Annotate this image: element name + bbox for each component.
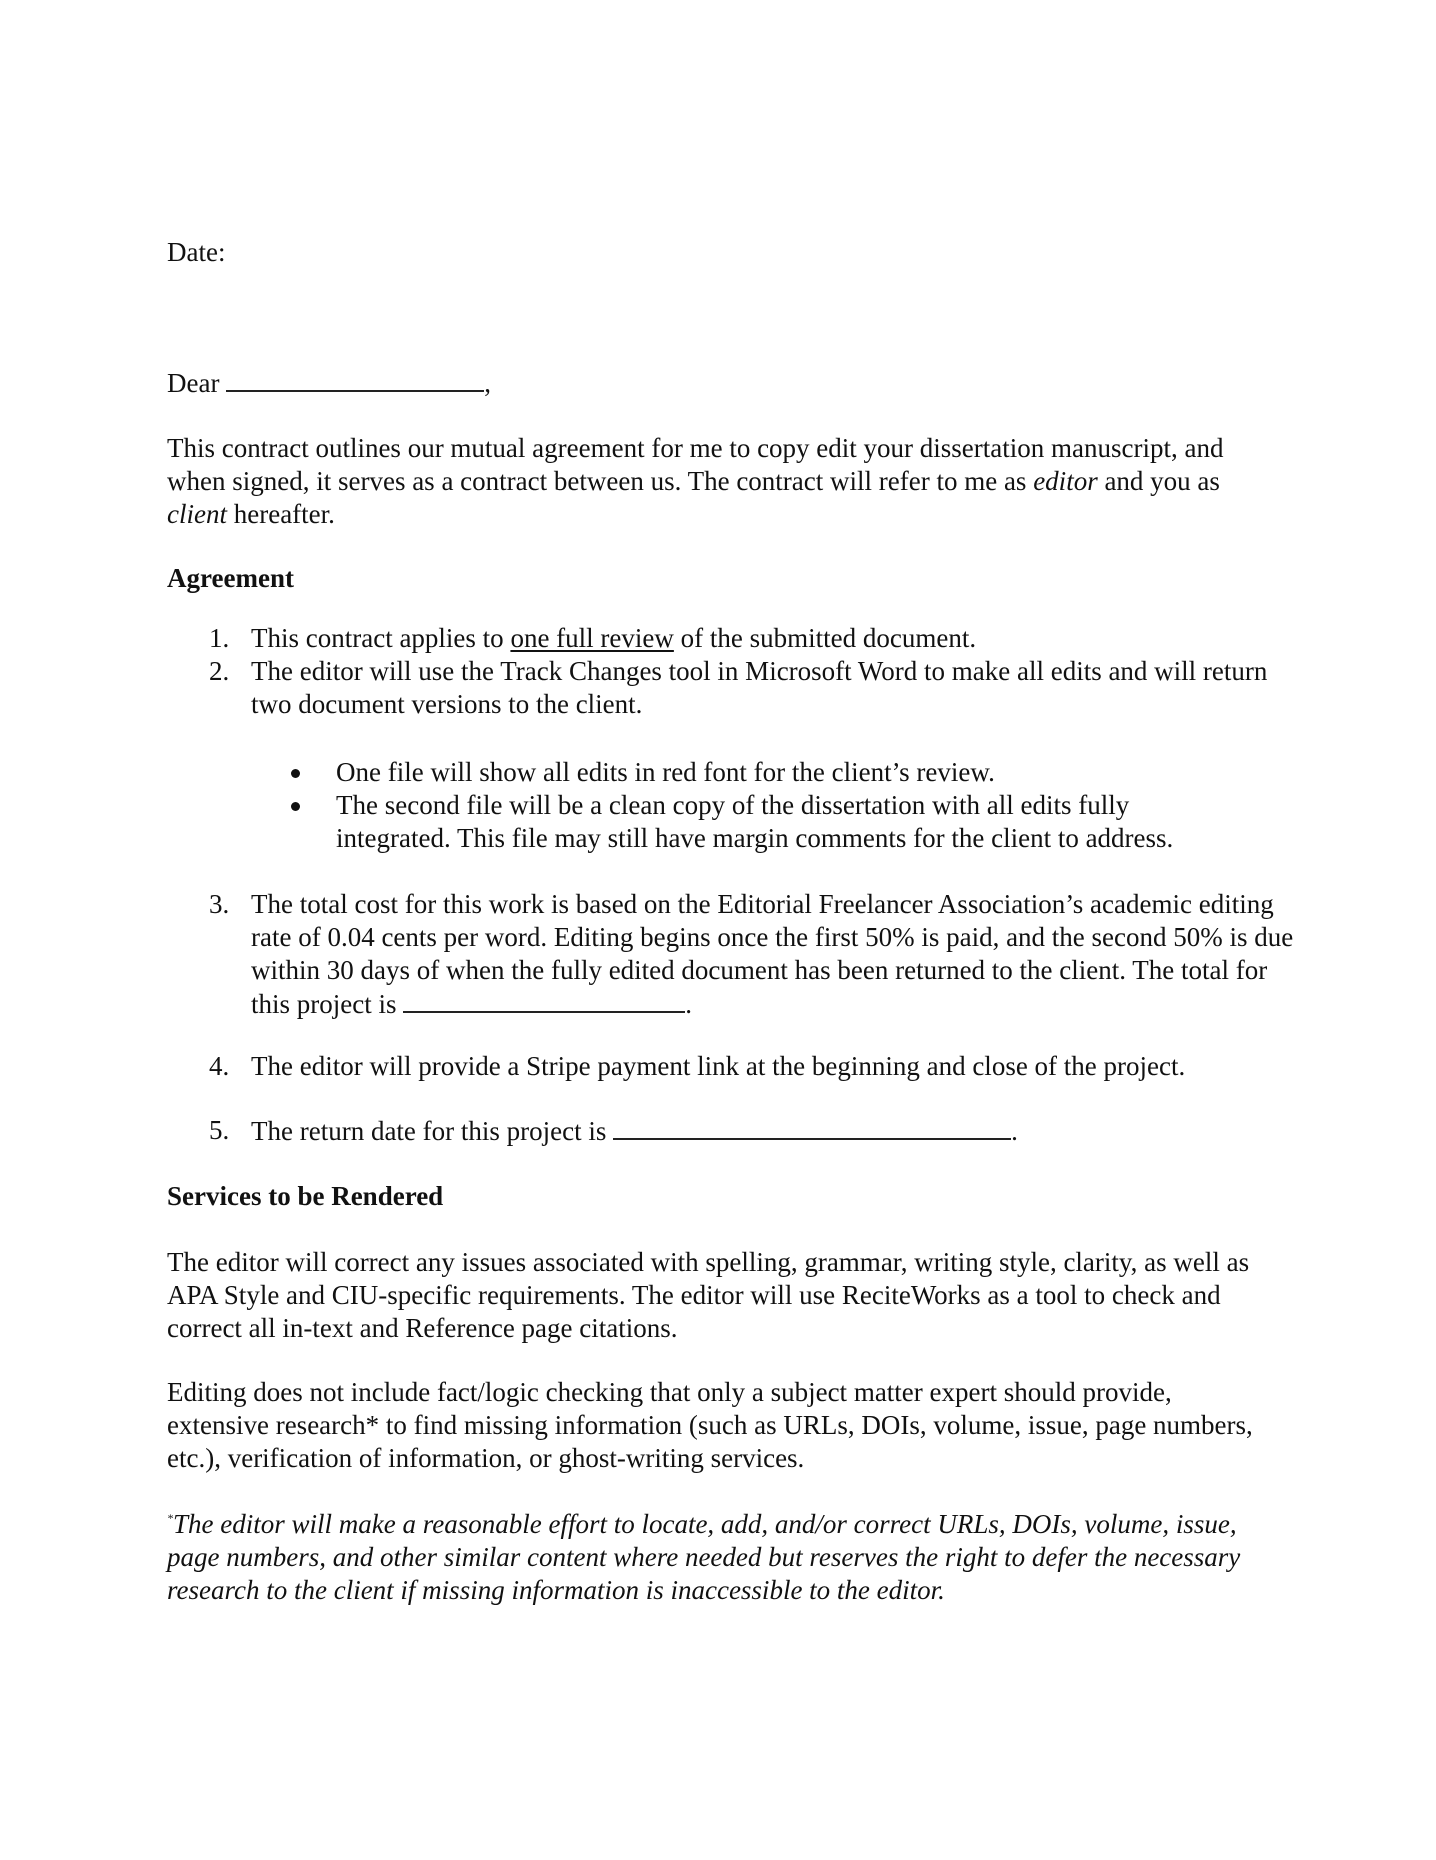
editor-term: editor [1033,466,1098,496]
recipient-name-blank[interactable] [226,366,484,392]
services-heading: Services to be Rendered [167,1181,444,1211]
client-term: client [167,499,227,529]
bullet-dot-icon [291,769,300,778]
bullet-dot-icon [291,802,300,811]
agreement-item-4: 4. The editor will provide a Stripe payment link at the beginning and close of the project. [209,1051,1186,1081]
bullet-item-clean-copy: The second file will be a clean copy of the dissertation with all edits fully integrated. This file may still have margin comments for the client to address. [251,789,1286,855]
agreement-heading: Agreement [167,563,294,593]
return-date-blank[interactable] [613,1114,1011,1140]
salutation-line: Dear , [167,368,491,398]
research-footnote: *The editor will make a reasonable effort to locate, add, and/or correct URLs, DOIs, volume, issue, page numbers, and other similar content where needed but reserves the right to defer the necessary research to the client if missing information is inaccessible to the editor. [167,1509,1241,1605]
footnote-marker: * [167,1511,173,1525]
agreement-item-3: 3. The total cost for this work is based on the Editorial Freelancer Association’s academic editing rate of 0.04 cents per word. Editing begins once the first 50% is paid, and the second 50% is due within 30 days of when the fully edited document has been returned to the client. The total for this project is . [209,889,1294,1019]
agreement-item-2: 2. The editor will use the Track Changes tool in Microsoft Word to make all edits and will return two document versions to the client. [209,656,1268,719]
bullet-item-red-font: One file will show all edits in red font for the client’s review. [251,756,1286,789]
intro-paragraph: This contract outlines our mutual agreement for me to copy edit your dissertation manuscript, and when signed, it serves as a contract between us. The contract will refer to me as editor and you as client hereafter. [167,433,1224,529]
salutation-label: Dear [167,368,220,398]
date-line [167,236,1286,269]
agreement-item-5: 5. The return date for this project is . [209,1115,1018,1146]
agreement-list [167,622,1286,721]
services-paragraph-1: The editor will correct any issues associated with spelling, grammar, writing style, clarity, as well as APA Style and CIU-specific requirements. The editor will use ReciteWorks as a tool to check and correct all in-text and Reference page citations. [167,1247,1250,1343]
one-full-review-underlined: one full review [510,623,674,653]
services-paragraph-2: Editing does not include fact/logic checking that only a subject matter expert should provide, extensive research* to find missing information (such as URLs, DOIs, volume, issue, page numbers, etc.), verification of information, or ghost-writing services. [167,1377,1253,1473]
item-2-bullets [167,756,1286,855]
project-total-blank[interactable] [403,987,685,1013]
date-label: Date: [167,237,226,267]
agreement-item-1: 1. This contract applies to one full review of the submitted document. [209,623,977,653]
